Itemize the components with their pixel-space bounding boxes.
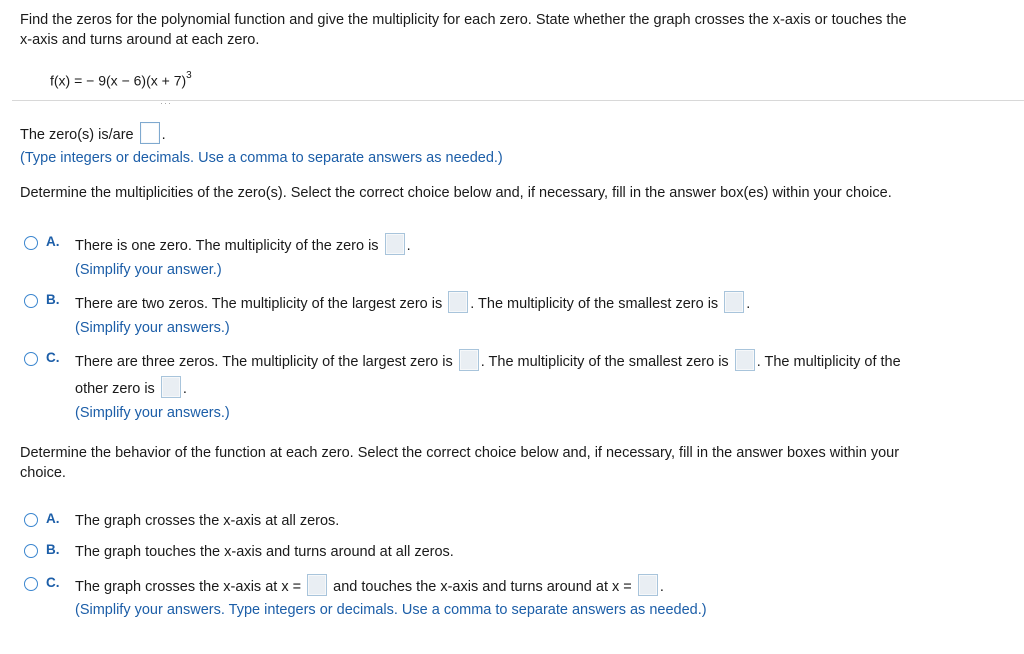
behavior-option-a-radio[interactable]: [24, 513, 38, 527]
behavior-instruction-2: choice.: [20, 465, 66, 481]
behavior-option-b-radio[interactable]: [24, 544, 38, 558]
multiplicity-option-c-letter: C.: [46, 350, 60, 365]
behavior-instruction-1: Determine the behavior of the function at each zero. Select the correct choice below and, if necessary, fill in the answer boxes within your: [20, 445, 900, 461]
behavior-option-c-hint: (Simplify your answers. Type integers or decimals. Use a comma to separate answers as needed.): [75, 602, 707, 618]
function-formula: [50, 72, 192, 89]
function-base: f(x) = − 9(x − 6)(x + 7): [50, 72, 187, 89]
behavior-option-c-letter: C.: [46, 575, 60, 590]
multiplicity-option-c-hint: (Simplify your answers.): [75, 405, 230, 421]
multiplicity-option-b-hint: (Simplify your answers.): [75, 320, 230, 336]
divider-handle: ···: [160, 98, 172, 108]
multiplicity-option-a-text: There is one zero. The multiplicity of the zero is: [75, 237, 379, 254]
behavior-option-c-box-touches[interactable]: [638, 574, 658, 596]
multiplicity-option-b-text-1: There are two zeros. The multiplicity of the largest zero is: [75, 295, 443, 312]
zeros-answer-box[interactable]: [140, 122, 160, 144]
multiplicity-option-a-box[interactable]: [385, 233, 405, 255]
multiplicity-option-b-row: [75, 293, 750, 315]
behavior-option-c-text-1: The graph crosses the x-axis at x =: [75, 578, 302, 595]
zeros-hint: (Type integers or decimals. Use a comma to separate answers as needed.): [20, 150, 503, 166]
multiplicity-option-a-end: .: [406, 237, 411, 254]
behavior-option-b-letter: B.: [46, 542, 60, 557]
behavior-option-c-text-2: and touches the x-axis and turns around at x =: [333, 578, 632, 595]
question-line-1: Find the zeros for the polynomial function and give the multiplicity for each zero. State whether the graph crosses the x-axis or touches the: [20, 12, 907, 28]
question-line-2: x-axis and turns around at each zero.: [20, 32, 260, 48]
function-exponent: 3: [186, 70, 192, 81]
multiplicity-option-b-box-smallest[interactable]: [724, 291, 744, 313]
behavior-option-c-box-crosses[interactable]: [307, 574, 327, 596]
multiplicity-option-a-letter: A.: [46, 234, 60, 249]
multiplicity-option-c-radio[interactable]: [24, 352, 38, 366]
behavior-option-b-text: The graph touches the x-axis and turns around at all zeros.: [75, 544, 454, 560]
zeros-prompt-row: [20, 124, 166, 146]
multiplicity-option-a-radio[interactable]: [24, 236, 38, 250]
multiplicity-option-b-box-largest[interactable]: [448, 291, 468, 313]
multiplicity-option-a-row: [75, 235, 411, 257]
behavior-option-c-radio[interactable]: [24, 577, 38, 591]
multiplicity-option-c-box-largest[interactable]: [459, 349, 479, 371]
zeros-prompt: The zero(s) is/are: [20, 126, 134, 143]
multiplicity-option-c-box-other[interactable]: [161, 376, 181, 398]
multiplicity-instruction: Determine the multiplicities of the zero(s). Select the correct choice below and, if necessary, fill in the answer box(es) within your choice.: [20, 185, 892, 201]
multiplicity-option-b-text-2: . The multiplicity of the smallest zero is: [470, 295, 719, 312]
behavior-option-c-end: .: [659, 578, 664, 595]
multiplicity-option-b-radio[interactable]: [24, 294, 38, 308]
multiplicity-option-c-text-3: . The multiplicity of the: [756, 353, 901, 370]
multiplicity-option-c-text-4: other zero is: [75, 380, 155, 397]
multiplicity-option-a-hint: (Simplify your answer.): [75, 262, 222, 278]
multiplicity-option-c-row-2: [75, 378, 187, 400]
multiplicity-option-c-text-1: There are three zeros. The multiplicity of the largest zero is: [75, 353, 453, 370]
multiplicity-option-b-end: .: [746, 295, 751, 312]
multiplicity-option-c-box-smallest[interactable]: [735, 349, 755, 371]
behavior-option-a-text: The graph crosses the x-axis at all zeros.: [75, 513, 340, 529]
behavior-option-a-letter: A.: [46, 511, 60, 526]
multiplicity-option-c-text-2: . The multiplicity of the smallest zero is: [480, 353, 729, 370]
multiplicity-option-b-letter: B.: [46, 292, 60, 307]
zeros-punct: .: [161, 126, 166, 143]
multiplicity-option-c-end: .: [182, 380, 187, 397]
behavior-option-c-row: [75, 576, 664, 598]
multiplicity-option-c-row: [75, 351, 901, 373]
